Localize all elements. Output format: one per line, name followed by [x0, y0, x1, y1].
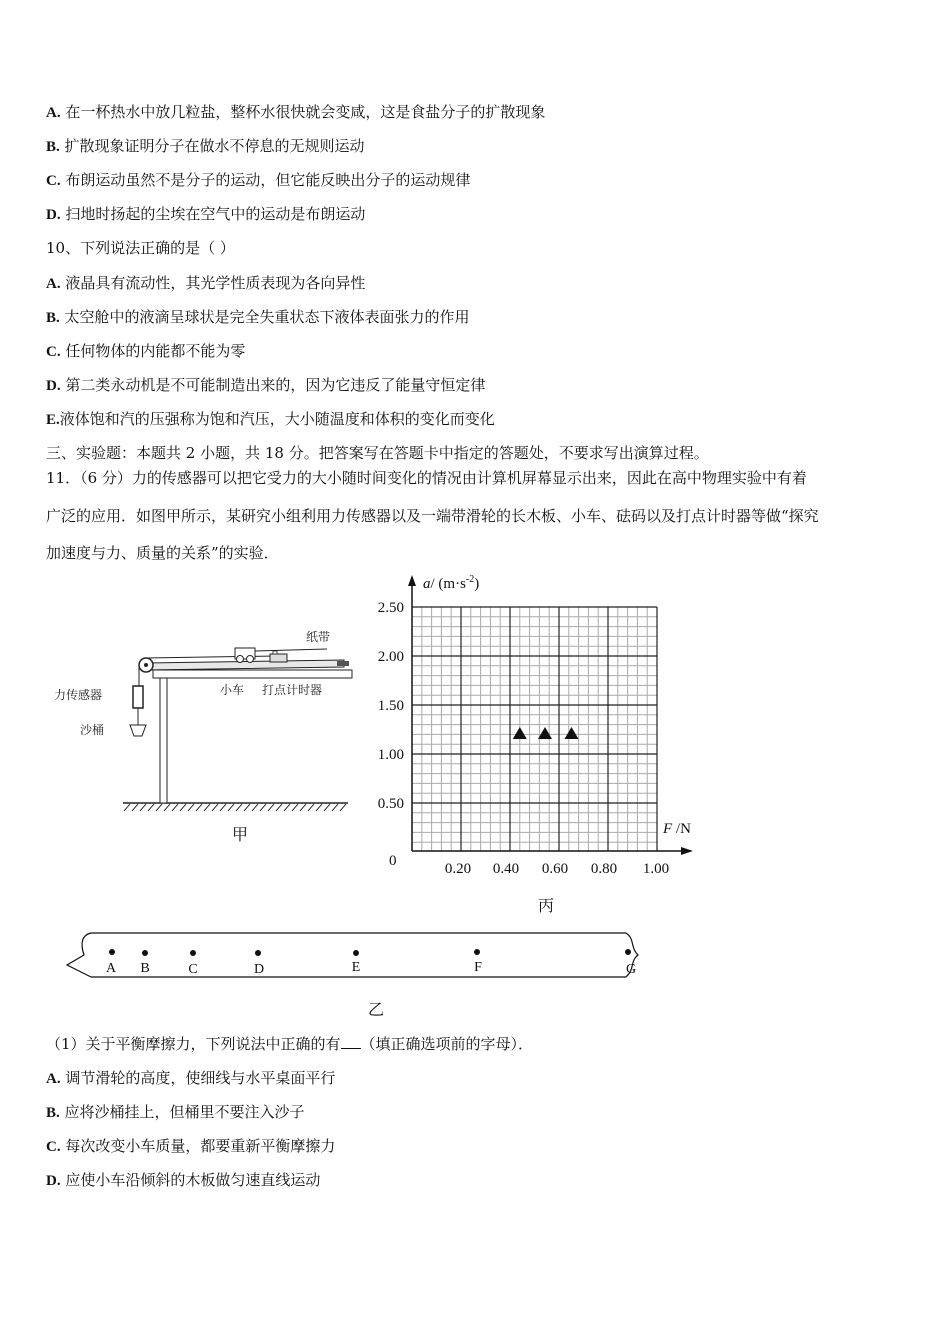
- tape-dot: [353, 950, 359, 956]
- option-letter: E.: [46, 412, 60, 428]
- tape-left-torn-edge: [67, 933, 91, 977]
- option-letter: B.: [46, 139, 60, 155]
- tape-dot: [474, 949, 480, 955]
- option-text: 第二类永动机是不可能制造出来的，因为它违反了能量守恒定律: [65, 376, 486, 394]
- label-paper-tape: 纸带: [306, 630, 331, 644]
- label-force-sensor: 力传感器: [54, 688, 103, 702]
- part1-stem-before: （1）关于平衡摩擦力，下列说法中正确的有: [46, 1035, 341, 1053]
- tape-dot: [190, 950, 196, 956]
- option-text: 太空舱中的液滴呈球状是完全失重状态下液体表面张力的作用: [64, 308, 470, 326]
- option-letter: C.: [46, 1139, 61, 1155]
- tape-dot: [255, 950, 261, 956]
- q11-stem-line3: 加速度与力、质量的关系”的实验．: [46, 544, 279, 562]
- figure-yi-paper-tape: [60, 925, 700, 985]
- option-text: 应将沙桶挂上，但桶里不要注入沙子: [64, 1103, 305, 1121]
- tape-dot: [142, 950, 148, 956]
- tape-point-label: C: [188, 962, 198, 977]
- x-tick: 0.40: [492, 861, 520, 877]
- label-cart: 小车: [220, 683, 245, 697]
- q10-stem: 10、下列说法正确的是（ ）: [46, 239, 235, 257]
- part1-stem-after: （填正确选项前的字母）．: [360, 1035, 534, 1053]
- option-text: 任何物体的内能都不能为零: [65, 342, 246, 360]
- figure-jia-caption: 甲: [232, 825, 249, 844]
- option-text: 液体饱和汽的压强称为饱和汽压，大小随温度和体积的变化而变化: [59, 410, 495, 428]
- section3-heading: 三、实验题：本题共 2 小题，共 18 分。把答案写在答题卡中指定的答题处，不要求写出演算过程。: [46, 444, 709, 462]
- option-letter: A.: [46, 1071, 61, 1087]
- q11-part1-stem: [46, 1034, 533, 1054]
- q11-part1-option-c: [46, 1136, 335, 1157]
- q11-part1-option-a: [46, 1068, 335, 1089]
- label-timer: 打点计时器: [262, 683, 323, 697]
- option-letter: B.: [46, 1105, 60, 1121]
- x-tick: 0.20: [444, 861, 472, 877]
- triangle-marker: [513, 727, 527, 739]
- a-f-chart: [360, 570, 700, 890]
- x-axis-arrow: [681, 847, 693, 855]
- figure-yi-caption: 乙: [368, 1000, 385, 1019]
- y-tick: 2.50: [377, 600, 404, 616]
- option-text: 液晶具有流动性，其光学性质表现为各向异性: [65, 274, 366, 292]
- tape-dot: [109, 949, 115, 955]
- option-text: 扩散现象证明分子在做水不停息的无规则运动: [64, 137, 365, 155]
- option-text: 在一杯热水中放几粒盐，整杯水很快就会变咸，这是食盐分子的扩散现象: [65, 103, 546, 121]
- option-letter: C.: [46, 173, 61, 189]
- apparatus-diagram: [40, 615, 360, 850]
- option-letter: B.: [46, 310, 60, 326]
- triangle-marker: [565, 727, 579, 739]
- q10-option-e: [46, 409, 495, 430]
- tape-point-label: F: [474, 960, 482, 975]
- q11-part1-option-d: [46, 1170, 320, 1191]
- figure-bing-caption: 丙: [538, 896, 555, 915]
- q9-option-a: [46, 102, 545, 123]
- q9-option-b: [46, 136, 365, 157]
- major-grid: [412, 607, 657, 851]
- option-text: 应使小车沿倾斜的木板做匀速直线运动: [65, 1171, 321, 1189]
- label-sand-bucket: 沙桶: [80, 723, 105, 737]
- tape-point-label: E: [351, 960, 361, 975]
- option-letter: A.: [46, 276, 61, 292]
- option-letter: A.: [46, 105, 61, 121]
- option-text: 调节滑轮的高度，使细线与水平桌面平行: [65, 1069, 336, 1087]
- q9-option-c: [46, 170, 470, 191]
- option-text: 布朗运动虽然不是分子的运动，但它能反映出分子的运动规律: [65, 171, 471, 189]
- y-tick: 2.00: [377, 649, 404, 665]
- x-tick: 0.60: [541, 861, 569, 877]
- triangle-marker: [538, 727, 552, 739]
- q10-option-b: [46, 307, 470, 328]
- answer-blank[interactable]: [341, 1034, 361, 1049]
- option-text: 每次改变小车质量，都要重新平衡摩擦力: [65, 1137, 336, 1155]
- x-axis-label: F /N: [663, 821, 691, 837]
- q11-part1-option-b: [46, 1102, 305, 1123]
- paper-tape-diagram: [60, 925, 700, 985]
- x-tick: 0.80: [590, 861, 618, 877]
- q10-option-a: [46, 273, 365, 294]
- minor-grid: [412, 607, 657, 851]
- option-letter: D.: [46, 1173, 61, 1189]
- y-tick: 0.50: [377, 796, 404, 812]
- x-tick: 1.00: [642, 861, 670, 877]
- tape-point-label: B: [140, 961, 150, 976]
- q10-option-c: [46, 341, 245, 362]
- tape-point-label: D: [253, 962, 265, 977]
- y-tick: 1.00: [377, 747, 404, 763]
- tape-point-label: A: [105, 961, 117, 976]
- option-letter: D.: [46, 207, 61, 223]
- option-letter: C.: [46, 344, 61, 360]
- option-letter: D.: [46, 378, 61, 394]
- figure-bing-graph: [360, 570, 700, 890]
- y-axis-arrow: [408, 575, 416, 586]
- q10-option-d: [46, 375, 485, 396]
- origin-label: 0: [389, 853, 397, 869]
- q11-stem-line1: 11．（6 分）力的传感器可以把它受力的大小随时间变化的情况由计算机屏幕显示出来，因此在高中物理实验中有着: [46, 469, 807, 487]
- option-text: 扫地时扬起的尘埃在空气中的运动是布朗运动: [65, 205, 366, 223]
- tape-point-label: G: [625, 962, 637, 977]
- y-tick: 1.50: [377, 698, 404, 714]
- q11-stem-line2: 广泛的应用．如图甲所示，某研究小组利用力传感器以及一端带滑轮的长木板、小车、砝码以及打点计时器等做“探究: [46, 507, 819, 525]
- y-axis-label: a/ $(m\cdot s^{-2})$: [423, 574, 480, 592]
- q9-option-d: [46, 204, 365, 225]
- figure-jia-apparatus: [40, 615, 360, 850]
- tape-dot: [625, 949, 631, 955]
